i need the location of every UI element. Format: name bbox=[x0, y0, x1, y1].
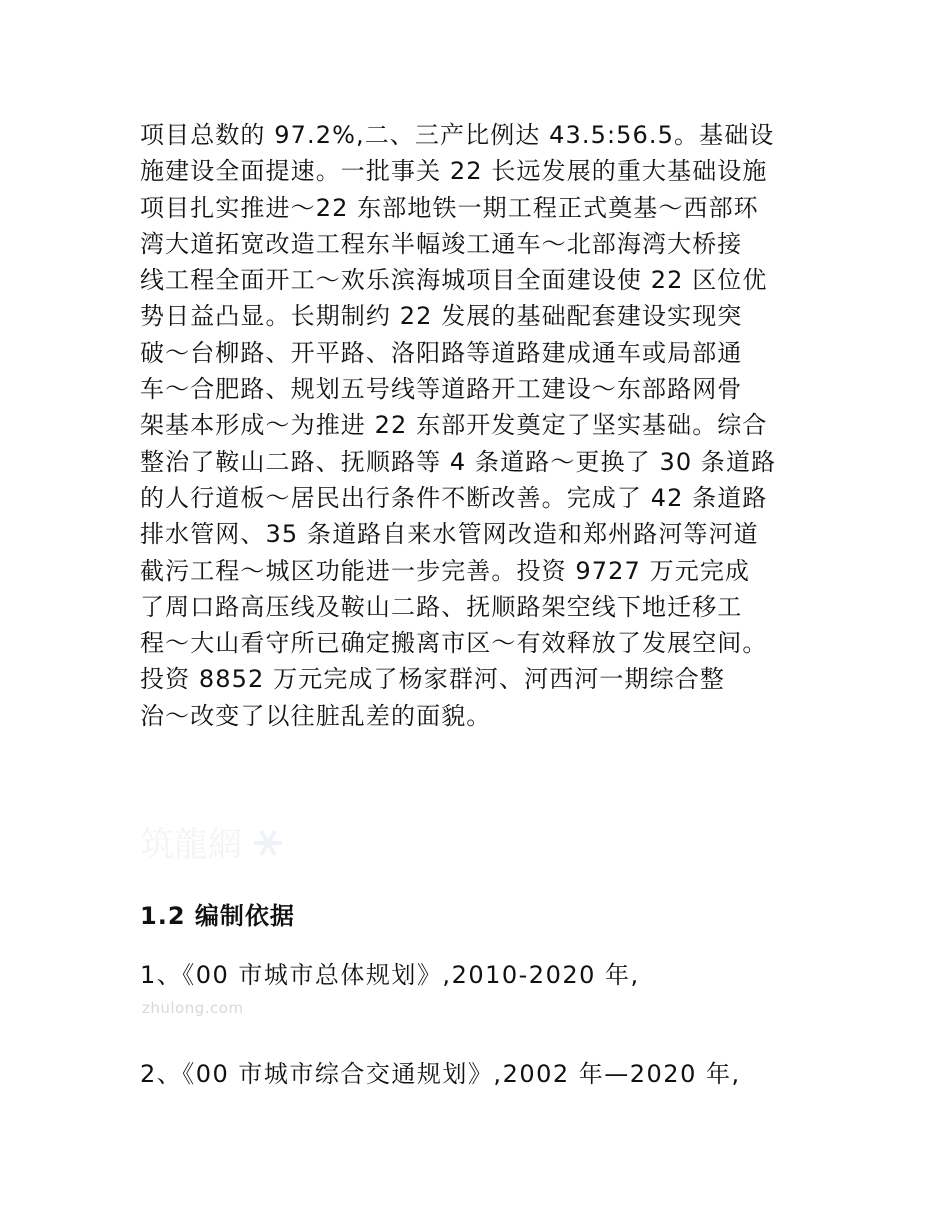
paragraph-line: 施建设全面提速。一批事关 22 长远发展的重大基础设施 bbox=[140, 157, 768, 186]
paragraph-line: 整治了鞍山二路、抚顺路等 4 条道路～更换了 30 条道路 bbox=[140, 447, 777, 476]
paragraph-line: 截污工程～城区功能进一步完善。投资 9727 万元完成 bbox=[140, 556, 751, 585]
paragraph-line: 车～合肥路、规划五号线等道路开工建设～东部路网骨 bbox=[140, 375, 743, 404]
paragraph-line: 架基本形成～为推进 22 东部开发奠定了坚实基础。综合 bbox=[140, 411, 768, 440]
paragraph-line: 治～改变了以往脏乱差的面貌。 bbox=[140, 701, 492, 730]
paragraph-line: 势日益凸显。长期制约 22 发展的基础配套建设实现突 bbox=[140, 302, 743, 331]
paragraph-line: 湾大道拓宽改造工程东半幅竣工通车～北部海湾大桥接 bbox=[140, 229, 743, 258]
watermark-logo-text: 筑龍網 bbox=[140, 825, 242, 865]
paragraph-line: 了周口路高压线及鞍山二路、抚顺路架空线下地迁移工 bbox=[140, 592, 743, 621]
paragraph-line: 的人行道板～居民出行条件不断改善。完成了 42 条道路 bbox=[140, 483, 768, 512]
body-paragraph bbox=[140, 117, 820, 734]
watermark-url: zhulong.com bbox=[142, 999, 244, 1017]
paragraph-line: 线工程全面开工～欢乐滨海城项目全面建设使 22 区位优 bbox=[140, 266, 768, 295]
snowflake-icon bbox=[254, 831, 282, 855]
reference-item: 2、《00 市城市综合交通规划》,2002 年—2020 年, bbox=[140, 1060, 741, 1088]
paragraph-line: 投资 8852 万元完成了杨家群河、河西河一期综合整 bbox=[140, 665, 725, 694]
section-heading: 1.2 编制依据 bbox=[140, 902, 295, 930]
paragraph-line: 破～台柳路、开平路、洛阳路等道路建成通车或局部通 bbox=[140, 338, 743, 367]
paragraph-line: 项目扎实推进～22 东部地铁一期工程正式奠基～西部环 bbox=[140, 193, 759, 222]
paragraph-line: 项目总数的 97.2%,二、三产比例达 43.5:56.5。基础设 bbox=[140, 121, 775, 149]
paragraph-line: 程～大山看守所已确定搬离市区～有效释放了发展空间。 bbox=[140, 629, 768, 658]
reference-item: 1、《00 市城市总体规划》,2010-2020 年, bbox=[140, 961, 640, 989]
watermark-logo bbox=[140, 820, 300, 866]
paragraph-line: 排水管网、35 条道路自来水管网改造和郑州路河等河道 bbox=[140, 520, 759, 549]
